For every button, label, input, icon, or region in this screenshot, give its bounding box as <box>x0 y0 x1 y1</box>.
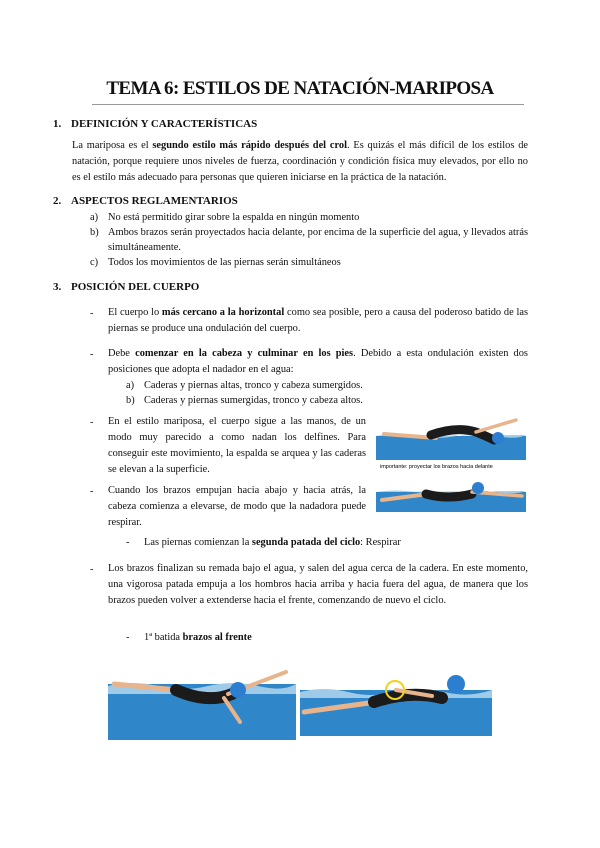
swimsuit-body <box>426 494 472 497</box>
list-item <box>126 393 526 408</box>
swimmer-image-4 <box>300 668 492 736</box>
section-title: DEFINICIÓN Y CARACTERÍSTICAS <box>71 118 258 130</box>
bullet-dash: - <box>126 632 130 643</box>
bullet-dash: - <box>90 417 94 428</box>
text-run: Las piernas comienzan la <box>144 537 252 548</box>
swimmer-image-2 <box>376 478 526 516</box>
bullet-dash: - <box>90 308 94 319</box>
bullet-ondulation <box>108 346 528 378</box>
list-text: Todos los movimientos de las piernas serán simultáneos <box>108 257 341 268</box>
image-caption: importante: proyectar los brazos hacia delante <box>380 464 493 470</box>
emphasis: brazos al frente <box>182 632 252 643</box>
text-run: La mariposa es el <box>72 140 153 151</box>
text-run: : Respirar <box>360 537 401 548</box>
title-divider <box>92 104 524 105</box>
swimmer-image-3 <box>108 664 296 740</box>
list-item <box>90 225 528 255</box>
swim-cap <box>230 682 246 698</box>
page-title: TEMA 6: ESTILOS DE NATACIÓN-MARIPOSA <box>106 78 494 99</box>
swim-cap <box>472 482 484 494</box>
list-marker: c) <box>90 257 99 268</box>
bullet-dash: - <box>90 564 94 575</box>
list-marker: b) <box>126 395 135 406</box>
list-marker: a) <box>126 380 135 391</box>
text-run: Debe <box>108 348 136 359</box>
bullet-dash: - <box>90 349 94 360</box>
emphasis: segunda patada del ciclo <box>251 537 361 548</box>
swimmer-image-1 <box>376 418 526 474</box>
bullet-dash: - <box>126 537 130 548</box>
sub-bullet-second-kick <box>144 535 524 550</box>
emphasis: más cercano a la horizontal <box>161 307 285 318</box>
emphasis: comenzar en la cabeza y culminar en los pies <box>135 348 354 359</box>
sub-bullet-first-kick <box>144 630 524 645</box>
bullet-dolphin: En el estilo mariposa, el cuerpo sigue a las manos, de un modo muy parecido a como nadan los delfines. Para conseguir este movimiento, la espalda se arquea y las caderas se elevan a la superficie. <box>108 416 366 475</box>
bullet-breathing: Cuando los brazos empujan hacia abajo y hacia atrás, la cabeza comienza a elevarse, de modo que la nadadora puede respirar. <box>108 485 366 528</box>
list-item <box>90 210 528 225</box>
section-number: 1. <box>53 118 62 130</box>
text-run: . Es quizás el más difícil de los estilos de natación, porque requiere unos niveles de fuerza, coordinación y condición física muy elevados, por ello no es el estilo más adecuado para personas que quieren iniciarse en la práctica de la natación. <box>72 140 528 183</box>
section-number: 3. <box>53 281 62 293</box>
text-run: . Debido a esta ondulación existen dos posiciones que adopta el nadador en el agua: <box>108 348 528 375</box>
list-marker: a) <box>90 212 99 223</box>
section-title: POSICIÓN DEL CUERPO <box>71 281 200 293</box>
bullet-arm-recovery: Los brazos finalizan su remada bajo el agua, y salen del agua cerca de la cadera. En este momento, una vigorosa patada empuja a los hombros hacia arriba y hacia fuera del agua, de manera que los brazos pueden volver a extenderse hacia el frente, comenzando de nuevo el ciclo. <box>108 563 528 606</box>
swim-cap <box>492 432 504 444</box>
section-number: 2. <box>53 195 62 207</box>
section-1-heading <box>53 118 257 130</box>
section-title: ASPECTOS REGLAMENTARIOS <box>71 195 238 207</box>
text-run: como sea posible, pero a causa del poderoso batido de las piernas se produce una ondulación del cuerpo. <box>108 307 528 334</box>
text-run: El cuerpo lo <box>108 307 162 318</box>
positions-list <box>126 378 526 408</box>
list-item <box>90 255 528 270</box>
section-2-heading <box>53 195 238 207</box>
bullet-horizontal-body <box>108 305 528 337</box>
text-run: 1ª batida <box>144 632 183 643</box>
bullet-dash: - <box>90 486 94 497</box>
rules-list <box>90 210 528 270</box>
swim-cap <box>447 675 465 693</box>
list-text: Caderas y piernas sumergidas, tronco y cabeza altos. <box>144 395 363 406</box>
definition-paragraph <box>72 138 528 186</box>
list-text: Caderas y piernas altas, tronco y cabeza sumergidos. <box>144 380 363 391</box>
emphasis: segundo estilo más rápido después del crol <box>152 140 347 151</box>
list-text: Ambos brazos serán proyectados hacia delante, por encima de la superficie del agua, y llevados atrás simultáneamente. <box>108 227 528 253</box>
section-3-heading <box>53 281 199 293</box>
list-text: No está permitido girar sobre la espalda en ningún momento <box>108 212 360 223</box>
list-marker: b) <box>90 227 99 238</box>
list-item <box>126 378 526 393</box>
